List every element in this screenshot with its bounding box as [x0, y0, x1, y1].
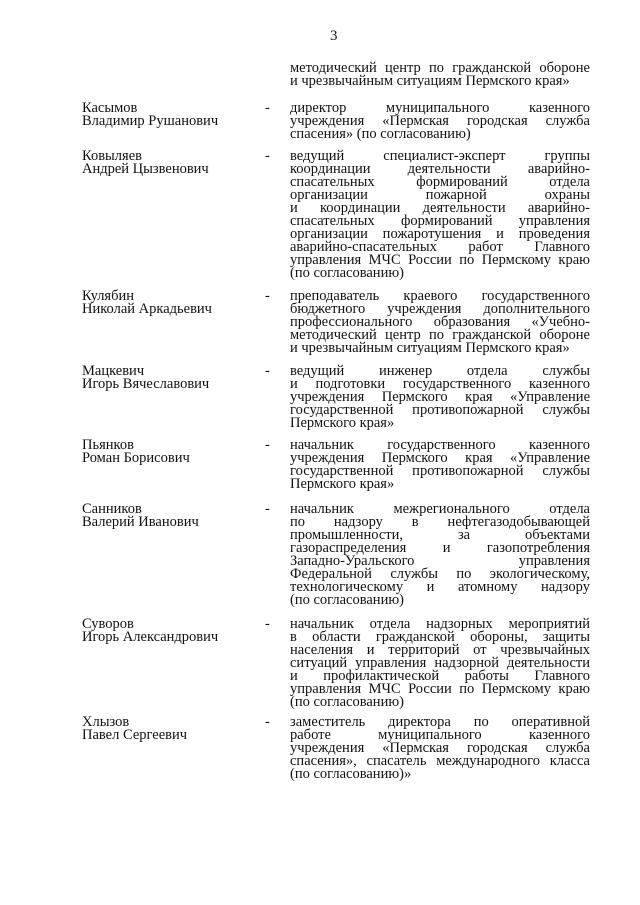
member-name	[82, 150, 257, 176]
member-role-line: Западно-Уральского управления	[290, 553, 590, 569]
member-dash: -	[265, 616, 270, 632]
member-role-line: спасения», спасатель международного класса	[290, 753, 590, 769]
member-role	[290, 290, 590, 355]
member-name	[82, 503, 257, 529]
member-role-line: технологическому и атомному надзору	[290, 579, 590, 595]
member-role-line: и чрезвычайным ситуациям Пермского края»	[290, 340, 570, 356]
member-role	[290, 439, 590, 491]
member-name	[82, 102, 257, 128]
member-role-line: газораспределения и газопотребления	[290, 540, 590, 556]
member-surname: Хлызов	[82, 714, 130, 730]
member-role-line: организации пожаротушения и проведения	[290, 226, 590, 242]
member-role-line: ведущий инженер отдела службы	[290, 363, 590, 379]
member-given-names: Андрей Цызвенович	[82, 161, 209, 177]
member-role-line: методический центр по гражданской обороне	[290, 327, 590, 343]
member-surname: Пьянков	[82, 437, 134, 453]
member-given-names: Павел Сергеевич	[82, 727, 188, 743]
continued-role-text	[290, 62, 590, 88]
member-role-line: управления МЧС России по Пермскому краю	[290, 681, 590, 697]
member-role-line: и координации деятельности аварийно-	[290, 200, 590, 216]
member-surname: Мацкевич	[82, 363, 145, 379]
member-dash: -	[265, 100, 270, 116]
member-role	[290, 102, 590, 141]
member-surname: Ковыляев	[82, 148, 142, 164]
member-role-line: учреждения Пермского края «Управление	[290, 450, 590, 466]
member-role-line: (по согласованию)	[290, 694, 404, 710]
member-role-line: государственной противопожарной службы	[290, 463, 590, 479]
member-role-line: в области гражданской обороны, защиты	[290, 629, 590, 645]
member-role-line: управления МЧС России по Пермскому краю	[290, 252, 590, 268]
member-role-line: ситуаций управления надзорной деятельности	[290, 655, 590, 671]
member-role-line: координации деятельности аварийно-	[290, 161, 590, 177]
member-role-line: учреждения Пермского края «Управление	[290, 389, 590, 405]
member-role-line: Пермского края»	[290, 415, 395, 431]
member-dash: -	[265, 363, 270, 379]
member-name	[82, 290, 257, 316]
member-given-names: Владимир Рушанович	[82, 113, 219, 129]
member-given-names: Валерий Иванович	[82, 514, 199, 530]
member-dash: -	[265, 148, 270, 164]
member-role-line: бюджетного учреждения дополнительного	[290, 301, 590, 317]
member-role	[290, 618, 590, 709]
member-role-line: начальник отдела надзорных мероприятий	[290, 616, 590, 632]
continued-role-line: методический центр по гражданской обороне	[290, 60, 590, 76]
member-role-line: и подготовки государственного казенного	[290, 376, 590, 392]
member-role-line: директор муниципального казенного	[290, 100, 590, 116]
member-role-line: начальник межрегионального отдела	[290, 501, 590, 517]
member-role-line: (по согласованию)	[290, 592, 404, 608]
member-role	[290, 503, 590, 607]
member-role-line: населения и территорий от чрезвычайных	[290, 642, 590, 658]
member-role-line: аварийно-спасательных работ Главного	[290, 239, 590, 255]
member-role-line: государственной противопожарной службы	[290, 402, 590, 418]
member-role-line: работе муниципального казенного	[290, 727, 590, 743]
member-role-line: начальник государственного казенного	[290, 437, 590, 453]
member-dash: -	[265, 288, 270, 304]
member-given-names: Николай Аркадьевич	[82, 301, 212, 317]
continued-role-line: и чрезвычайным ситуациям Пермского края»	[290, 73, 570, 89]
member-role-line: спасения» (по согласованию)	[290, 126, 471, 142]
member-role-line: промышленности, за объектами	[290, 527, 590, 543]
member-role-line: профессионального образования «Учебно-	[290, 314, 590, 330]
member-given-names: Роман Борисович	[82, 450, 190, 466]
member-surname: Санников	[82, 501, 142, 517]
member-role	[290, 150, 590, 280]
member-name	[82, 716, 257, 742]
member-role-line: спасательных формирований отдела	[290, 174, 590, 190]
member-name	[82, 618, 257, 644]
member-given-names: Игорь Вячеславович	[82, 376, 210, 392]
member-role-line: организации пожарной охраны	[290, 187, 590, 203]
member-surname: Кулябин	[82, 288, 134, 304]
member-role	[290, 716, 590, 781]
member-name	[82, 439, 257, 465]
member-role-line: ведущий специалист-эксперт группы	[290, 148, 590, 164]
member-role	[290, 365, 590, 430]
member-role-line: преподаватель краевого государственного	[290, 288, 590, 304]
member-dash: -	[265, 714, 270, 730]
member-role-line: Федеральной службы по экологическому,	[290, 566, 590, 582]
member-role-line: и профилактической работы Главного	[290, 668, 590, 684]
member-role-line: спасательных формирований управления	[290, 213, 590, 229]
member-role-line: Пермского края»	[290, 476, 395, 492]
member-role-line: учреждения «Пермская городская служба	[290, 740, 590, 756]
member-dash: -	[265, 437, 270, 453]
member-name	[82, 365, 257, 391]
member-surname: Касымов	[82, 100, 138, 116]
member-role-line: по надзору в нефтегазодобывающей	[290, 514, 590, 530]
member-dash: -	[265, 501, 270, 517]
member-given-names: Игорь Александрович	[82, 629, 219, 645]
member-role-line: (по согласованию)»	[290, 766, 412, 782]
member-surname: Суворов	[82, 616, 134, 632]
member-role-line: учреждения «Пермская городская служба	[290, 113, 590, 129]
member-role-line: (по согласованию)	[290, 265, 404, 281]
member-role-line: заместитель директора по оперативной	[290, 714, 590, 730]
page-number: 3	[330, 28, 338, 44]
